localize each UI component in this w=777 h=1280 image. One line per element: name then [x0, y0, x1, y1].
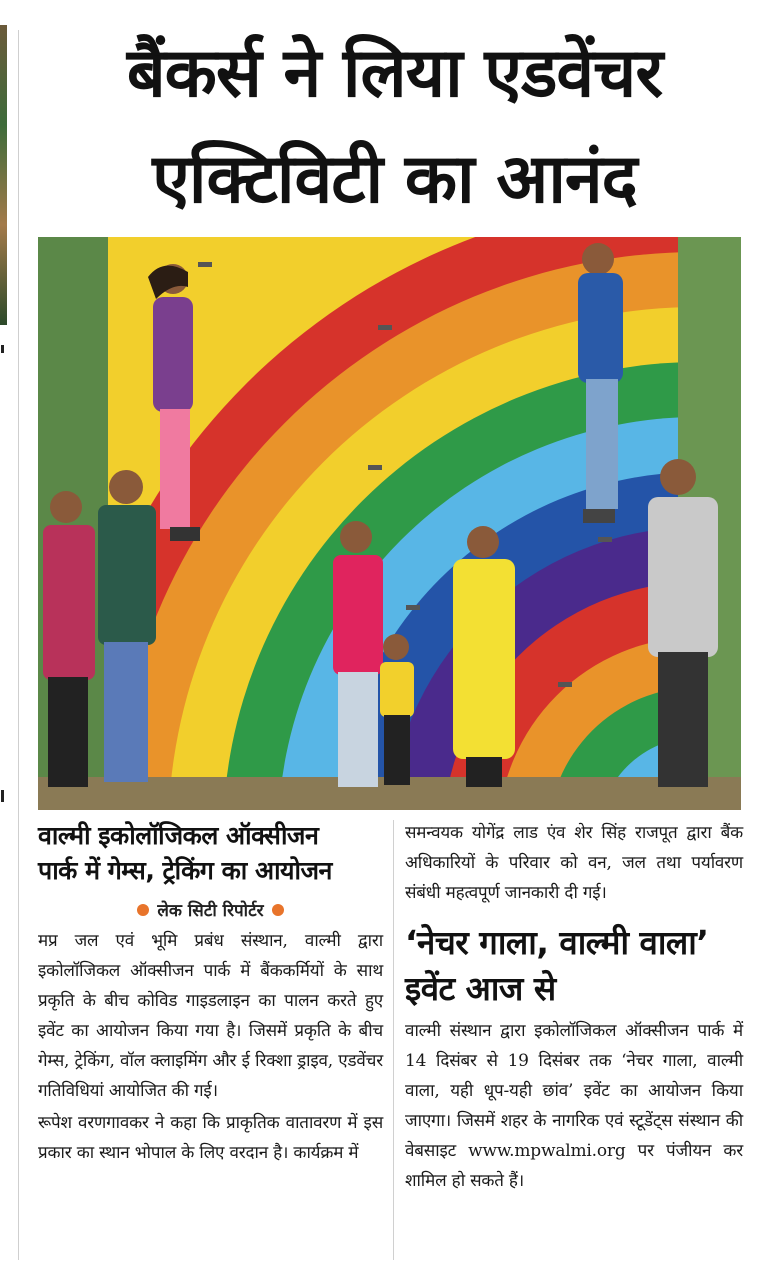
paragraph-3: समन्वयक योगेंद्र लाड एंव शेर सिंह राजपूत द्वारा बैंक अधिकारियों के परिवार को वन, जल तथा पर्यावरण संबंधी महत्वपूर्ण जानकारी दी गई। [405, 823, 743, 903]
reporter-credit: लेक सिटी रिपोर्टर [157, 901, 264, 921]
bullet-dot-icon [137, 904, 149, 916]
group-photo [38, 237, 741, 810]
column-rule [18, 30, 19, 1260]
byline [38, 898, 383, 924]
paragraph-1: मप्र जल एवं भूमि प्रबंध संस्थान, वाल्मी द्वारा इकोलॉजिकल ऑक्सीजन पार्क में बैंककर्मियों के साथ प्रकृति के बीच कोविड गाइडलाइन का पालन करते हुए इवेंट का आयोजन किया गया है। जिसमें प्रकृति के बीच गेम्स, ट्रेकिंग, वॉल क्लाइमिंग और ई रिक्शा ड्राइव, एडवेंचर गतिविधियां आयोजित की गई। [38, 931, 383, 1101]
event-heading: ‘नेचर गाला, वाल्मी वाला’ इवेंट आज से [405, 923, 709, 1008]
article-right-column [405, 818, 743, 1196]
column-divider [393, 820, 394, 1260]
bullet-dot-icon [272, 904, 284, 916]
article-left-column [38, 818, 383, 1168]
subhead-line-1: वाल्मी इकोलॉजिकल ऑक्सीजन [38, 821, 319, 850]
headline-line-2: एक्टिविटी का आनंद [152, 140, 637, 219]
paragraph-4: वाल्मी संस्थान द्वारा इकोलॉजिकल ऑक्सीजन पार्क में 14 दिसंबर से 19 दिसंबर तक ‘नेचर गाला, वाल्मी वाला, यही धूप-यही छांव’ इवेंट का आयोजन किया जाएगा। जिसमें शहर के नागरिक एवं स्टूडेंट्स संस्थान की वेबसाइट www.mpwalmi.org पर पंजीयन कर शामिल हो सकते हैं। [405, 1021, 743, 1191]
subhead-line-2: पार्क में गेम्स, ट्रेकिंग का आयोजन [38, 856, 332, 885]
edge-mark [1, 345, 4, 353]
edge-mark [1, 790, 4, 802]
headline-line-1: बैंकर्स ने लिया एडवेंचर [126, 34, 663, 113]
adjacent-photo-edge [0, 25, 7, 325]
paragraph-2: रूपेश वरणगावकर ने कहा कि प्राकृतिक वातावरण में इस प्रकार का स्थान भोपाल के लिए वरदान है। कार्यक्रम में [38, 1113, 383, 1163]
